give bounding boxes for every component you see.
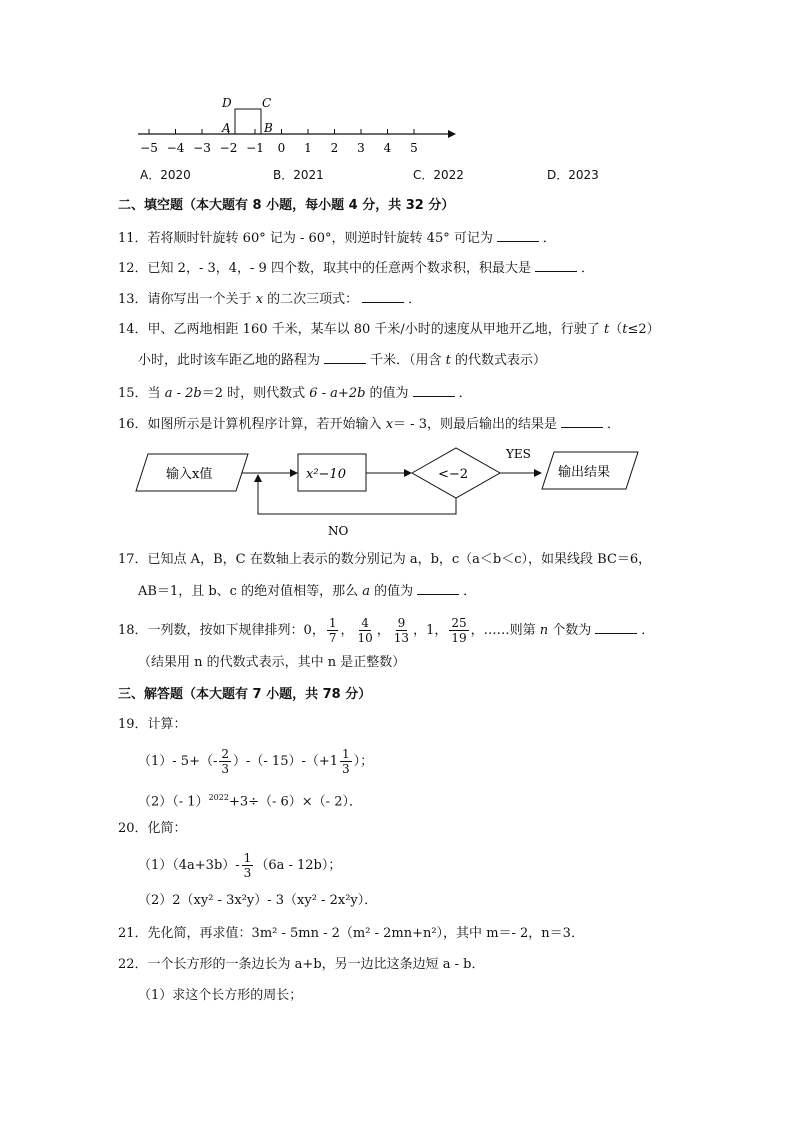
- q17-var-a: a: [362, 584, 370, 599]
- q18-text-b: ，……则第: [470, 623, 540, 638]
- q17-line1: 已知点 A，B，C 在数轴上表示的数分别记为 a，b，c（a＜b＜c），如果线段 BC＝6，: [147, 552, 652, 567]
- q17-end: ．: [463, 584, 477, 599]
- choice-a: A．2020: [140, 168, 191, 182]
- flow-loop-line: [258, 482, 456, 514]
- q16-text-a: 如图所示是计算机程序计算，若开始输入: [147, 417, 386, 432]
- q18-f3-den: 13: [393, 631, 410, 645]
- number-line-tick-label: 5: [410, 141, 418, 155]
- q19-p1-fraction: [219, 747, 231, 776]
- question-20-part2: （2）2（xy² - 3x²y）- 3（xy² - 2x²y）．: [138, 893, 378, 908]
- q14-line2-c: 的代数式表示）: [450, 353, 547, 368]
- q16-answer-blank[interactable]: [561, 415, 603, 428]
- q12-text: 已知 2，- 3，4，- 9 四个数，取其中的任意两个数求积，积最大是: [147, 261, 531, 276]
- q15-text-a: 当: [147, 386, 165, 401]
- q22-text: 一个长方形的一条边长为 a+b，另一边比这条边短 a - b．: [147, 957, 485, 972]
- question-11: [118, 229, 556, 248]
- q14-text-b: （: [609, 322, 623, 337]
- point-label-c: C: [262, 96, 272, 110]
- question-14-line1: [118, 321, 660, 339]
- q19-p1-mixed-fraction: [340, 747, 352, 776]
- q15-end: ．: [458, 386, 472, 401]
- q11-text: 若将顺时针旋转 60° 记为 - 60°，则逆时针旋转 45° 可记为: [147, 231, 493, 246]
- q19-p2-b: +3÷（- 6）×（- 2）．: [228, 794, 362, 810]
- question-18-line1: 18．一列数，按如下规律排列：0， $\frac{1}{7}$ ， $\frac{4}{10}$ ， $\frac{9}{13}$ ，1， $\frac{25}{19}$ ，……则第 n 个数为 ．: [118, 616, 655, 645]
- question-22: [118, 956, 485, 974]
- q14-line2-a: 小时，此时该车距乙地的路程为: [138, 353, 321, 368]
- q18-f4-num: 25: [451, 616, 467, 630]
- number-line-tick-label: 3: [357, 141, 365, 155]
- q20-title: 化简：: [147, 821, 187, 836]
- q19-p1-mixed-den: 3: [342, 762, 350, 776]
- q12-number: 12．: [118, 261, 148, 276]
- q15-expr1: a - 2b: [164, 386, 202, 401]
- q14-answer-blank[interactable]: [324, 351, 366, 364]
- q17-line2-a: AB＝1，且 b、c 的绝对值相等，那么: [138, 584, 363, 599]
- number-line-figure: [130, 92, 460, 162]
- question-16: [118, 415, 620, 434]
- q21-text: 先化简，再求值：3m² - 5mn - 2（m² - 2mn+n²），其中 m＝- 2，n＝3．: [147, 926, 584, 941]
- choice-d: D．2023: [547, 168, 599, 182]
- number-line-tick-label: 1: [304, 141, 312, 155]
- question-17-line1: [118, 551, 651, 569]
- q18-f2-num: 4: [361, 616, 369, 630]
- q13-answer-blank[interactable]: [362, 290, 404, 303]
- number-line-tick-label: 2: [330, 141, 339, 155]
- question-20-title: [118, 820, 187, 838]
- flow-output-label: 输出结果: [558, 465, 611, 480]
- question-20-part1: [138, 849, 341, 883]
- flow-arrow-2-head-icon: [404, 469, 412, 477]
- q18-f1-num: 1: [328, 616, 337, 630]
- question-18-line2: （结果用 n 的代数式表示，其中 n 是正整数）: [138, 655, 406, 670]
- q12-end: ．: [580, 261, 594, 276]
- q19-p1-b: ）-（- 15）-（+1: [233, 754, 339, 769]
- point-label-b: B: [264, 121, 273, 135]
- q20-p1-b: （6a - 12b）；: [255, 858, 342, 873]
- q19-p1-a: （1）- 5+（-: [138, 754, 218, 769]
- question-21: [118, 925, 584, 943]
- q18-text-c: 个数为: [548, 623, 592, 638]
- q15-answer-blank[interactable]: [413, 384, 455, 397]
- q13-text-b: 的二次三项式：: [263, 292, 359, 307]
- q14-var-t2: t: [622, 322, 628, 337]
- question-19-title: [118, 716, 187, 734]
- q18-f4-den: 19: [451, 631, 467, 645]
- q19-p1-c: ）；: [353, 754, 374, 769]
- q11-answer-blank[interactable]: [497, 229, 539, 242]
- flow-loop-arrow-head-icon: [254, 474, 262, 482]
- q19-p1-frac-num: 2: [221, 747, 229, 761]
- q18-fraction-2: [355, 616, 374, 645]
- q21-number: 21．: [118, 926, 148, 941]
- choice-b: B．2021: [273, 168, 324, 182]
- q18-var-n: n: [539, 623, 549, 638]
- section-3-heading: 三、解答题（本大题有 7 小题，共 78 分）: [118, 687, 372, 702]
- point-label-a: A: [222, 121, 231, 135]
- q11-end: ．: [542, 231, 556, 246]
- q15-text-c: 的值为: [365, 386, 409, 401]
- q20-p1-a: （1）（4a+3b）-: [138, 858, 240, 873]
- question-12: [118, 259, 594, 278]
- q20-p1-fraction: [242, 851, 254, 880]
- flow-decision-label: <−2: [438, 467, 469, 482]
- q19-p1-mixed-num: 1: [342, 747, 350, 761]
- q19-p2-a: （2）（- 1）: [138, 794, 209, 810]
- q18-f3-num: 9: [397, 616, 406, 630]
- q15-text-b: ＝2 时，则代数式: [201, 386, 310, 401]
- q18-mid: ，1，: [413, 623, 448, 638]
- number-line-tick-label: 0: [277, 141, 286, 155]
- number-line-tick-label: −3: [193, 141, 211, 155]
- q18-end: ．: [641, 623, 655, 638]
- flow-arrow-3-head-icon: [534, 469, 542, 477]
- number-line-tick-label: −5: [140, 141, 158, 155]
- q17-number: 17．: [118, 552, 148, 567]
- q19-p1-frac-den: 3: [221, 762, 229, 776]
- square-abcd: [235, 109, 261, 134]
- q18-text-a: 一列数，按如下规律排列：0，: [147, 623, 325, 638]
- q16-var-x: x: [385, 417, 394, 432]
- q18-f2-den: 10: [357, 631, 373, 645]
- number-line-tick-label: −4: [166, 141, 185, 155]
- flow-input-label: 输入x值: [166, 467, 213, 482]
- q17-line2-b: 的值为: [369, 584, 414, 599]
- q16-end: ．: [606, 417, 620, 432]
- number-line-tick-label: 4: [383, 141, 392, 155]
- q15-expr2: 6 - a+2b: [309, 386, 366, 401]
- q19-title: 计算：: [147, 717, 187, 732]
- q19-p2-exponent: 2022: [208, 793, 229, 802]
- q14-text-a: 甲、乙两地相距 160 千米，某车以 80 千米/小时的速度从甲地开乙地，行驶了: [147, 322, 604, 337]
- q18-answer-blank[interactable]: [595, 621, 637, 634]
- q20-number: 20．: [118, 821, 148, 836]
- number-line-tick-label: −1: [246, 141, 264, 155]
- question-19-part2: [138, 789, 362, 811]
- q17-answer-blank[interactable]: [417, 582, 459, 595]
- question-19-part1: [138, 745, 373, 779]
- number-line-tick-label: −2: [219, 141, 238, 155]
- q14-var-t3: t: [445, 353, 451, 368]
- q12-answer-blank[interactable]: [535, 259, 577, 272]
- q20-p1-frac-den: 3: [243, 866, 252, 880]
- q14-text-c: ≤2）: [627, 322, 660, 337]
- q13-text-a: 请你写出一个关于: [147, 292, 256, 307]
- number-line-arrow-icon: [448, 130, 456, 138]
- q18-fraction-4: [449, 616, 468, 645]
- q16-number: 16．: [118, 417, 148, 432]
- program-flowchart: [130, 442, 650, 542]
- q14-line2-b: 千米．（用含: [370, 353, 446, 368]
- q16-text-b: ＝ - 3，则最后输出的结果是: [393, 417, 557, 432]
- q20-p1-frac-num: 1: [243, 851, 252, 865]
- q13-number: 13．: [118, 292, 148, 307]
- q13-end: ．: [408, 292, 422, 307]
- question-14-line2: [138, 351, 546, 370]
- flow-arrow-1-head-icon: [290, 469, 298, 477]
- point-label-d: D: [222, 96, 232, 110]
- choice-c: C．2022: [413, 168, 464, 182]
- flow-yes-label: YES: [506, 447, 531, 461]
- section-2-heading: 二、填空题（本大题有 8 小题，每小题 4 分，共 32 分）: [118, 198, 455, 213]
- q18-number: 18．: [118, 623, 148, 638]
- q18-fraction-1: [327, 616, 339, 645]
- question-22-part1: （1）求这个长方形的周长；: [138, 988, 303, 1003]
- flow-no-label: NO: [328, 524, 349, 538]
- question-15: [118, 384, 472, 403]
- q13-var-x: x: [255, 292, 264, 307]
- question-17-line2: [138, 582, 476, 601]
- q15-number: 15．: [118, 386, 148, 401]
- q22-number: 22．: [118, 957, 148, 972]
- question-13: [118, 290, 421, 309]
- q14-var-t: t: [603, 322, 610, 337]
- flow-process-label: x²−10: [306, 467, 346, 482]
- q18-fraction-3: [392, 616, 411, 645]
- q19-number: 19．: [118, 717, 148, 732]
- q18-f1-den: 7: [328, 631, 337, 645]
- q11-number: 11．: [118, 231, 148, 246]
- q14-number: 14．: [118, 322, 148, 337]
